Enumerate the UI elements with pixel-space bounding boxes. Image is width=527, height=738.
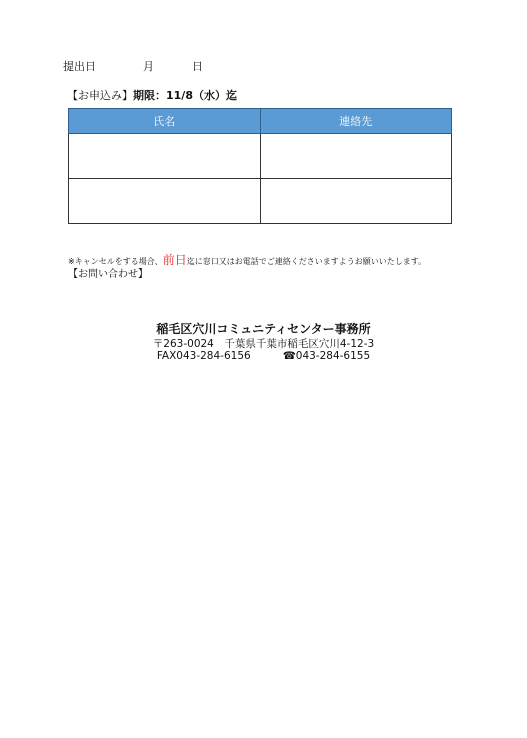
submission-date-line (63, 58, 203, 74)
column-header-contact: 連絡先 (260, 109, 452, 134)
table-header-row (69, 109, 452, 134)
application-form-table (68, 108, 452, 224)
office-name: 稲毛区穴川コミュニティセンター事務所 (156, 322, 371, 336)
column-header-name: 氏名 (69, 109, 261, 134)
month-label: 月 (143, 60, 154, 73)
note-after: 迄に窓口又はお電話でご連絡くださいますようお願いいたします。 (186, 257, 427, 266)
contact-cell[interactable] (260, 134, 452, 179)
contact-cell[interactable] (260, 179, 452, 224)
table-row (69, 134, 452, 179)
note-highlight: 前日 (162, 253, 187, 267)
office-contact (0, 350, 527, 362)
application-line (67, 87, 237, 103)
submission-date-label: 提出日 (63, 60, 96, 73)
name-cell[interactable] (69, 179, 261, 224)
office-phone: ☎043-284-6155 (282, 350, 371, 362)
note-before: ※キャンセルをする場合、 (68, 257, 163, 266)
office-address: 〒263-0024 千葉県千葉市稲毛区穴川4-12-3 (152, 338, 375, 350)
application-deadline: 期限：11/8（水）迄 (133, 89, 237, 102)
application-prefix: 【お申込み】 (67, 89, 133, 102)
table-row (69, 179, 452, 224)
inquiry-label: 【お問い合わせ】 (68, 269, 148, 280)
office-fax: FAX043-284-6156 (156, 350, 251, 362)
day-label: 日 (192, 60, 203, 73)
name-cell[interactable] (69, 134, 261, 179)
